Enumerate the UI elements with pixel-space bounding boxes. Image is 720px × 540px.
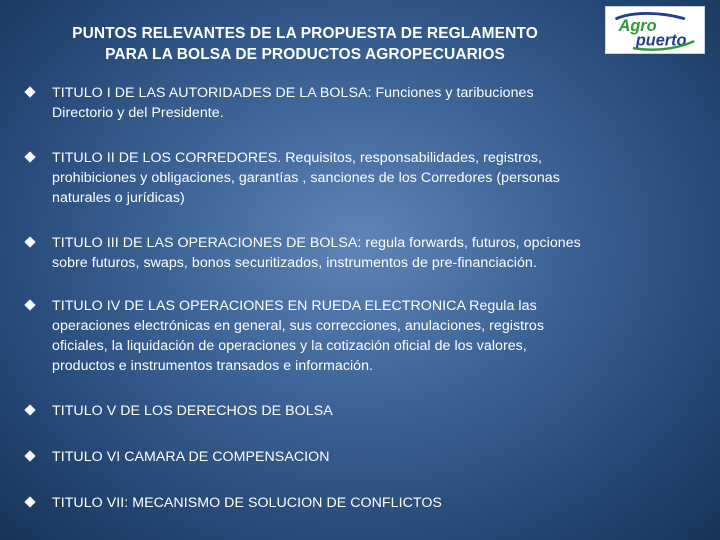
bullet-line: TITULO VI CAMARA DE COMPENSACION: [52, 449, 330, 465]
bullet-text: [52, 148, 674, 208]
logo-text-top: Agro: [618, 16, 657, 35]
bullet-item-titulo-vii: [24, 493, 674, 513]
diamond-bullet-icon: [24, 236, 35, 247]
diamond-bullet-icon: [24, 404, 35, 415]
slide-title-line-1: PUNTOS RELEVANTES DE LA PROPUESTA DE REGLAMENTO: [72, 25, 538, 42]
bullet-text: [52, 493, 674, 513]
bullet-item-titulo-iv: [24, 296, 674, 376]
diamond-bullet-icon: [24, 299, 35, 310]
bullet-line: oficiales, la liquidación de operaciones y la cotización oficial de los valores,: [52, 338, 527, 354]
diamond-bullet-icon: [24, 151, 35, 162]
bullet-line: Directorio y del Presidente.: [52, 105, 224, 121]
bullet-text: [52, 401, 674, 421]
bullet-text: [52, 233, 674, 273]
bullet-line: TITULO V DE LOS DERECHOS DE BOLSA: [52, 403, 333, 419]
bullet-line: productos e instrumentos transados e información.: [52, 358, 374, 374]
bullet-item-titulo-vi: [24, 447, 674, 467]
bullet-text: [52, 83, 674, 123]
bullet-line: TITULO VII: MECANISMO DE SOLUCION DE CONFLICTOS: [52, 495, 442, 511]
bullet-text: [52, 296, 674, 376]
bullet-line: naturales o jurídicas): [52, 190, 185, 206]
bullet-text: [52, 447, 674, 467]
logo-text-bottom: puerto: [635, 31, 687, 50]
bullet-line: TITULO I DE LAS AUTORIDADES DE LA BOLSA: Funciones y taribuciones: [52, 85, 534, 101]
diamond-bullet-icon: [24, 450, 35, 461]
slide-title-line-2: PARA LA BOLSA DE PRODUCTOS AGROPECUARIOS: [105, 46, 505, 63]
bullet-line: sobre futuros, swaps, bonos securitizados, instrumentos de pre-financiación.: [52, 255, 537, 271]
bullet-line: TITULO IV DE LAS OPERACIONES EN RUEDA ELECTRONICA Regula las: [52, 298, 537, 314]
bullet-line: prohibiciones y obligaciones, garantías , sanciones de los Corredores (personas: [52, 170, 560, 186]
bullet-item-titulo-v: [24, 401, 674, 421]
bullet-item-titulo-iii: [24, 233, 674, 273]
bullet-line: TITULO III DE LAS OPERACIONES DE BOLSA: regula forwards, futuros, opciones: [52, 235, 581, 251]
bullet-item-titulo-ii: [24, 148, 674, 208]
bullet-line: operaciones electrónicas en general, sus correcciones, anulaciones, registros: [52, 318, 545, 334]
diamond-bullet-icon: [24, 496, 35, 507]
bullet-line: TITULO II DE LOS CORREDORES. Requisitos, responsabilidades, registros,: [52, 150, 542, 166]
diamond-bullet-icon: [24, 86, 35, 97]
bullet-item-titulo-i: [24, 83, 674, 123]
